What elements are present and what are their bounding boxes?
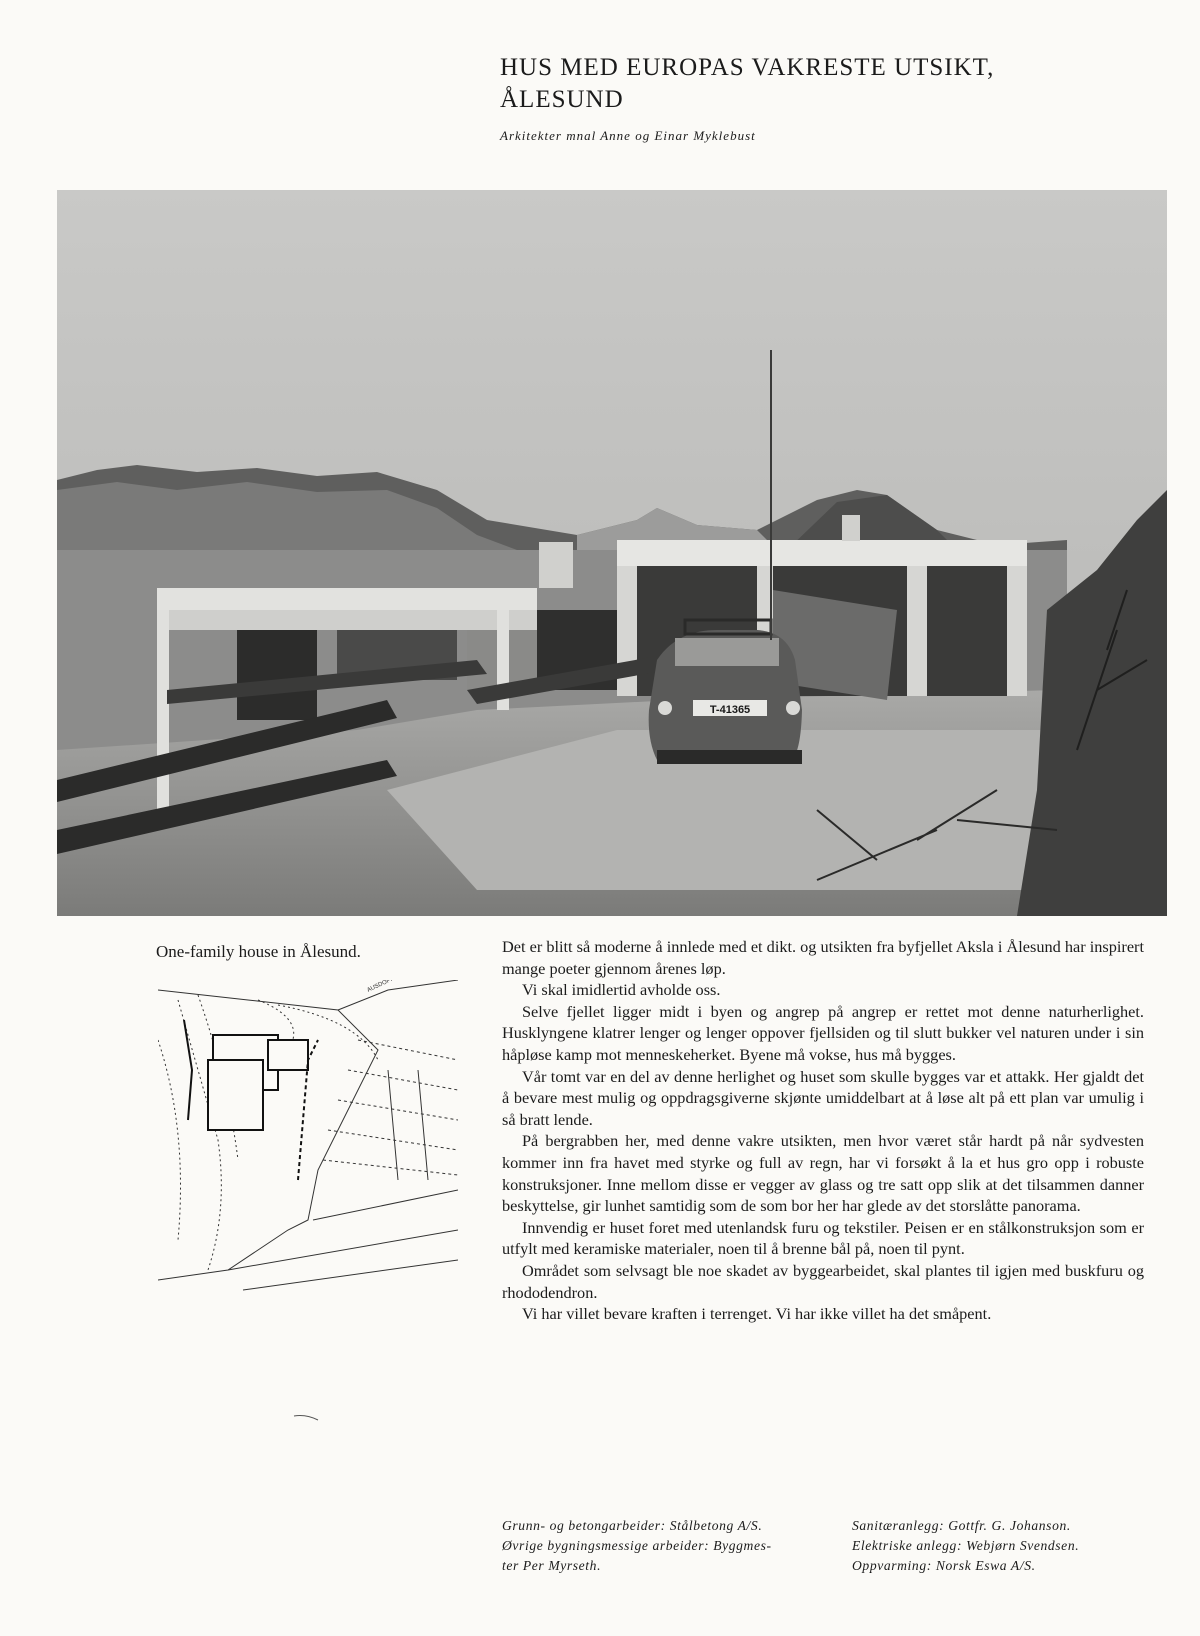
article-body — [502, 936, 1144, 1325]
photo-caption: One-family house in Ålesund. — [156, 942, 361, 961]
body-paragraph-5: På bergrabben her, med denne vakre utsikten, men hvor været står hardt på når sydvesten kommer inn fra havet med styrke og full av regn, har vi forsøkt å la et hus gro opp i robuste konstruksjoner. Inne mellom disse er vegger av glass og tre satt opp slik at det tilsammen danner beskyttelse, gir lunhet samtidig som de som bor her har glede av det storslåtte panorama. — [502, 1131, 1144, 1216]
site-plan-drawing — [158, 980, 458, 1292]
credit-line: Grunn- og betongarbeider: Stålbetong A/S. — [502, 1518, 763, 1533]
credit-line: Oppvarming: Norsk Eswa A/S. — [852, 1558, 1036, 1573]
article-title — [500, 52, 1140, 116]
credits-right — [852, 1516, 1152, 1576]
architects-byline: Arkitekter mnal Anne og Einar Myklebust — [500, 128, 756, 143]
stray-mark — [292, 1412, 322, 1422]
body-paragraph-2: Vi skal imidlertid avholde oss. — [522, 980, 721, 1000]
body-paragraph-3: Selve fjellet ligger midt i byen og angrep på angrep er rettet mot denne naturherlighet. Husklyngene klatrer lenger og lenger oppover fjellsiden og til slutt bukker vel naturen under i sin håpløse kamp mot menneskeherket. Byene må vokse, hus må bygges. — [502, 1001, 1144, 1064]
license-plate: T-41365 — [709, 704, 751, 716]
house-photograph — [57, 190, 1167, 916]
credits-left — [502, 1516, 832, 1576]
credit-line: Elektriske anlegg: Webjørn Svendsen. — [852, 1538, 1080, 1553]
credit-line: Øvrige bygningsmessige arbeider: Byggmes- — [502, 1538, 772, 1553]
body-paragraph-7: Området som selvsagt ble noe skadet av byggearbeidet, skal plantes til igjen med buskfuru og rhododendron. — [502, 1260, 1144, 1302]
body-paragraph-8: Vi har villet bevare kraften i terrenget. Vi har ikke villet ha det småpent. — [522, 1304, 992, 1324]
body-paragraph-1: Det er blitt så moderne å innlede med et dikt. og utsikten fra byfjellet Aksla i Ålesund har inspirert mange poeter gjennom årenes løp. — [502, 937, 1144, 978]
article-title-line1: HUS MED EUROPAS VAKRESTE UTSIKT, — [500, 54, 995, 81]
credit-line: ter Per Myrseth. — [502, 1558, 602, 1573]
body-paragraph-6: Innvendig er huset foret med utenlandsk furu og tekstiler. Peisen er en stålkonstruksjon som er utfylt med keramiske materialer, noen til å brenne bål på, noen til pynt. — [502, 1217, 1144, 1259]
article-title-line2: ÅLESUND — [500, 86, 624, 113]
credit-line: Sanitæranlegg: Gottfr. G. Johanson. — [852, 1518, 1071, 1533]
body-paragraph-4: Vår tomt var en del av denne herlighet og huset som skulle bygges var et attakk. Her gjaldt det å bevare mest mulig og oppdragsgiverne skjønte umiddelbart at å løse alt på ett plan var umulig i så bratt lende. — [502, 1066, 1144, 1129]
